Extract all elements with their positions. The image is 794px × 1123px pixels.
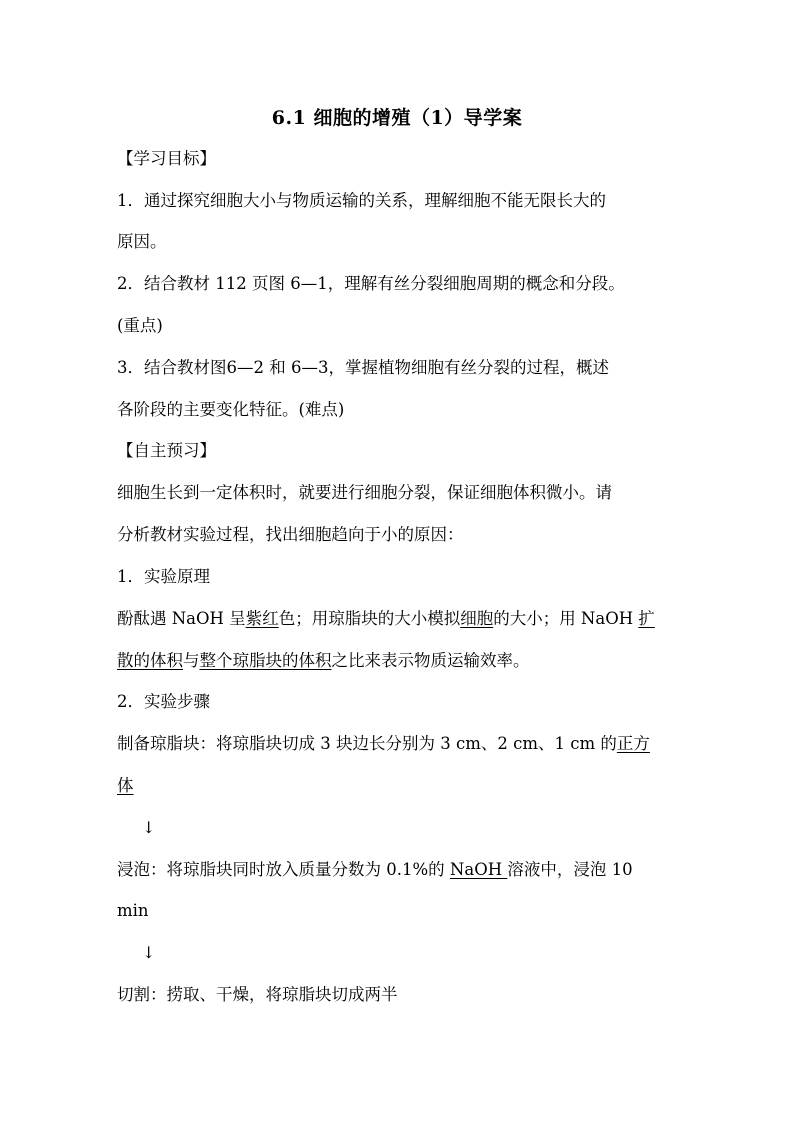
steps-heading: 2．实验步骤 [117, 692, 210, 711]
step-text: 溶液中，浸泡 10 [507, 860, 633, 879]
principle-heading: 1．实验原理 [117, 567, 210, 586]
blank-answer-cube: 正方 [616, 734, 650, 753]
blank-answer-purple-red: 紫红 [245, 609, 279, 628]
principle-text: 色；用琼脂块的大小模拟 [278, 609, 461, 628]
step-1-line-2 [117, 773, 687, 799]
goal-1-line-1: 1．通过探究细胞大小与物质运输的关系，理解细胞不能无限长大的 [117, 191, 606, 210]
section-heading-goals: 【学习目标】 [117, 149, 216, 168]
step-3-line: 切割：捞取、干燥，将琼脂块切成两半 [117, 985, 398, 1004]
principle-line-2 [117, 648, 687, 674]
intro-line-1: 细胞生长到一定体积时，就要进行细胞分裂，保证细胞体积微小。请 [117, 483, 612, 502]
principle-text: 之比来表示物质运输效率。 [331, 651, 530, 670]
intro-line-2: 分析教材实验过程，找出细胞趋向于小的原因： [117, 525, 464, 544]
down-arrow-icon: ↓ [142, 818, 156, 837]
principle-text: 的大小；用 NaOH [493, 609, 639, 628]
goal-2-line-2: (重点) [117, 316, 163, 335]
goal-2-line-1: 2．结合教材 112 页图 6—1，理解有丝分裂细胞周期的概念和分段。 [117, 274, 625, 293]
step-2-line-1 [117, 857, 687, 883]
goal-3-line-2: 各阶段的主要变化特征。(难点) [117, 400, 345, 419]
blank-answer-cube-end: 体 [117, 776, 134, 795]
page-title: 6.1 细胞的增殖（1）导学案 [271, 107, 523, 129]
section-heading-preview: 【自主预习】 [117, 441, 216, 460]
blank-answer-total-volume: 整个琼脂块的体积 [199, 651, 332, 670]
principle-line-1 [117, 606, 687, 632]
blank-answer-diffusion-start: 扩 [638, 609, 655, 628]
blank-answer-cell: 细胞 [460, 609, 494, 628]
step-text: 浸泡：将琼脂块同时放入质量分数为 0.1%的 [117, 860, 450, 879]
step-2-line-2: min [117, 901, 149, 920]
goal-1-line-2: 原因。 [117, 232, 167, 251]
down-arrow-icon: ↓ [142, 943, 156, 962]
goal-3-line-1: 3．结合教材图6—2 和 6—3，掌握植物细胞有丝分裂的过程，概述 [117, 358, 609, 377]
principle-text: 酚酞遇 NaOH 呈 [117, 609, 246, 628]
blank-answer-naoh: NaOH [449, 860, 508, 879]
step-1-line-1 [117, 731, 687, 757]
principle-text: 与 [183, 651, 200, 670]
step-text: 制备琼脂块：将琼脂块切成 3 块边长分别为 3 cm、2 cm、1 cm 的 [117, 734, 617, 753]
blank-answer-diffusion-volume: 散的体积 [117, 651, 183, 670]
